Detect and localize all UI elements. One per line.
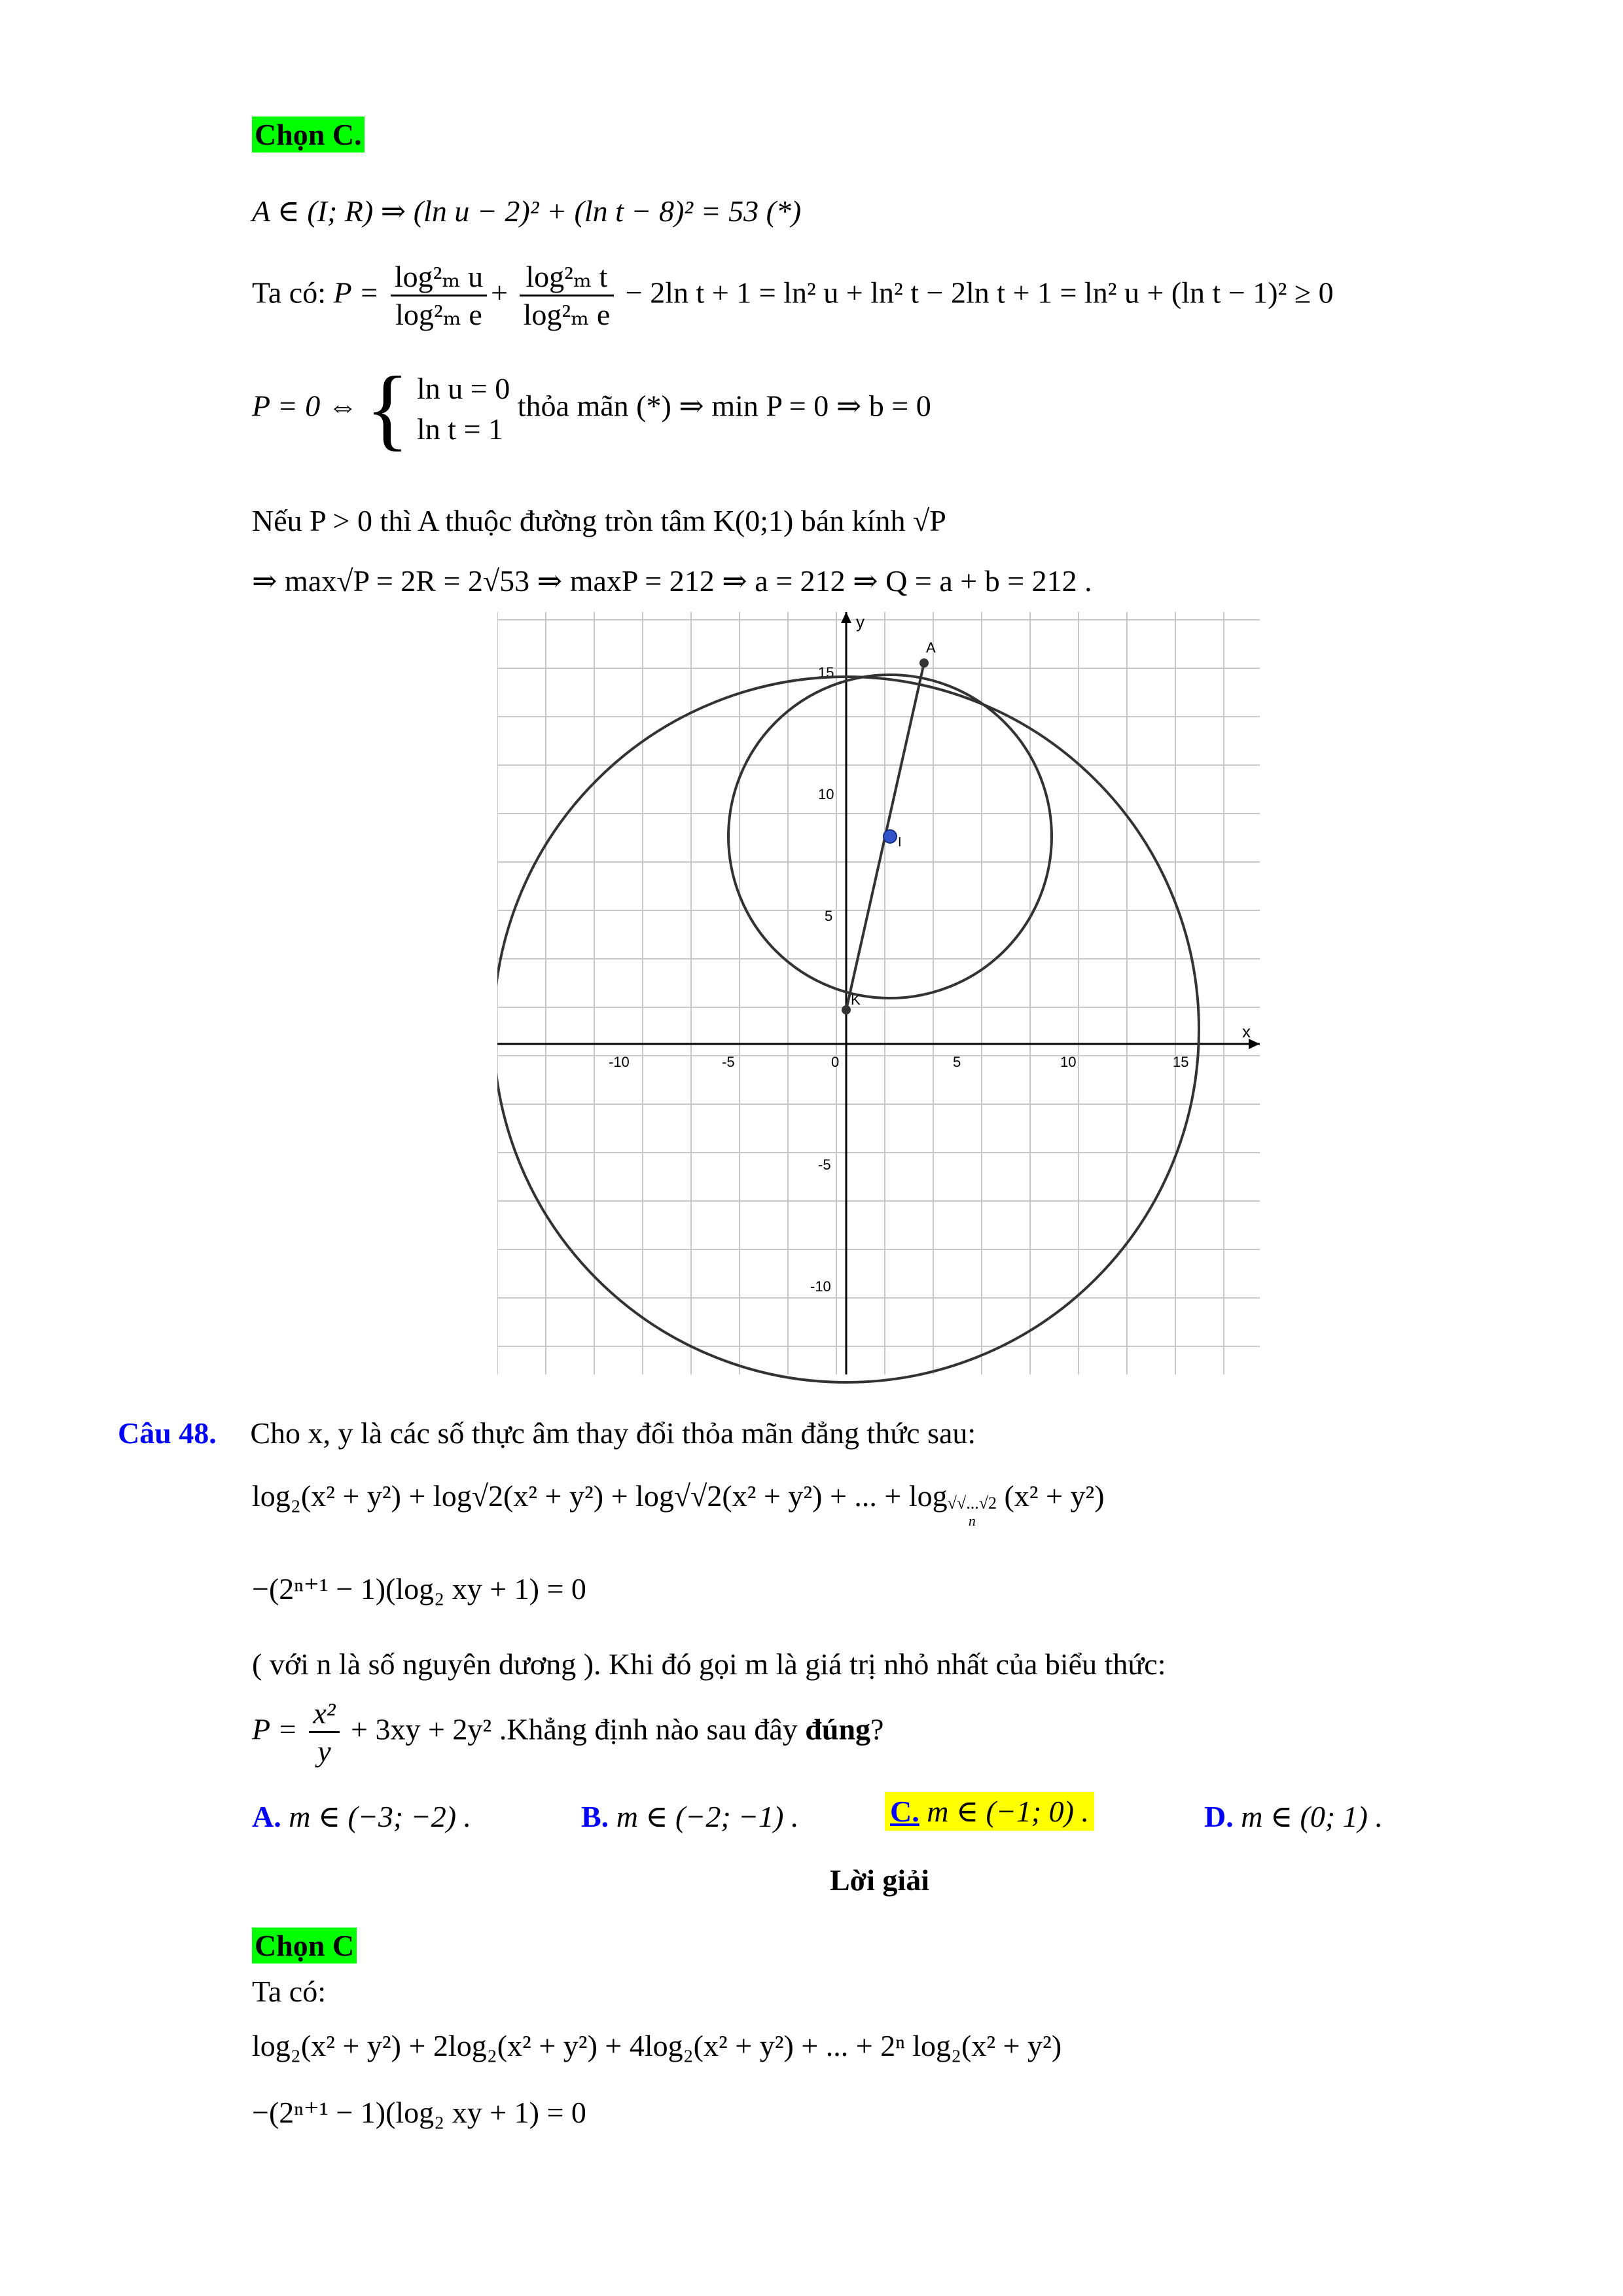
p0-lead: P = 0 ⇔ [252,389,358,423]
point-k [842,1005,851,1014]
chon-c-label-2: Chọn C [252,1928,357,1964]
option-d[interactable] [1204,1799,1383,1835]
p-fraction-numerator: x² [309,1695,339,1733]
fraction-2-numerator: log²ₘ t [520,259,615,296]
q48-expression-p [252,1695,883,1769]
option-d-text: m ∈ (0; 1) . [1241,1800,1383,1833]
option-b[interactable] [581,1799,799,1835]
emphasis-dung: đúng [805,1712,871,1746]
axes [497,612,1260,1374]
q48-equation-1 [252,1478,1105,1529]
x-tick: 5 [953,1054,961,1070]
x-tick: 15 [1173,1054,1189,1070]
x-axis-label: x [1242,1022,1251,1041]
fraction-1 [391,259,487,332]
y-tick: 5 [825,908,833,924]
text-neu: Nếu P > 0 thì A thuộc đường tròn tâm K(0;1) bán kính √P [252,504,946,537]
large-circle [497,677,1199,1382]
option-d-letter: D. [1204,1800,1234,1833]
nested-root-base [948,1494,997,1529]
p-lead: P = [252,1712,298,1746]
y-tick: -5 [818,1157,831,1173]
eq1-tail: (x² + y²) [1004,1479,1105,1513]
circle-graph [497,612,1263,1384]
solution-equation-2: −(2ⁿ⁺¹ − 1)(log₂ xy + 1) = 0 [252,2096,586,2129]
equation-max: ⇒ max√P = 2R = 2√53 ⇒ maxP = 212 ⇒ a = 212 ⇒ Q = a + b = 212 . [252,564,1092,598]
ta-co-label-2: Ta có: [252,1975,327,2008]
point-i-label: I [898,835,902,850]
option-a-letter: A. [252,1800,281,1833]
p-fraction [309,1695,339,1769]
fraction-2 [520,259,615,332]
fraction-1-denominator: log²ₘ e [395,298,482,332]
q48-condition: ( với n là số nguyên dương ). Khi đó gọi m là giá trị nhỏ nhất của biểu thức: [252,1647,1166,1681]
answer-label-2 [252,1928,357,1964]
y-axis-arrow [841,612,851,623]
x-tick: 0 [831,1054,840,1070]
p0-tail: thỏa mãn (*) ⇒ min P = 0 ⇒ b = 0 [517,389,931,423]
point-i [883,830,897,843]
q48-equation-2: −(2ⁿ⁺¹ − 1)(log₂ xy + 1) = 0 [252,1572,586,1605]
ta-co-label: Ta có: [252,276,327,310]
option-c-letter: C. [890,1795,919,1828]
nested-root-text: √√...√2 [947,1494,997,1513]
p-fraction-denominator: y [317,1734,331,1768]
answer-label [252,117,365,152]
p-tail: − 2ln t + 1 = ln² u + ln² t − 2ln t + 1 = ln² u + (ln t − 1)² ≥ 0 [625,276,1334,310]
nested-root-n: n [968,1513,976,1529]
equation-a-circle: A ∈ (I; R) ⇒ (ln u − 2)² + (ln t − 8)² = 53 (*) [252,194,802,228]
point-k-label: K [851,992,861,1008]
option-b-text: m ∈ (−2; −1) . [616,1800,799,1833]
x-tick: -10 [609,1054,630,1070]
option-b-letter: B. [581,1800,609,1833]
option-a-text: m ∈ (−3; −2) . [289,1800,472,1833]
question-mark: ? [870,1712,884,1746]
x-tick: -5 [722,1054,735,1070]
system-of-equations [417,368,510,450]
system-line-2: ln t = 1 [417,412,504,446]
point-a [919,658,929,668]
question-48 [118,1415,976,1451]
x-tick: 10 [1060,1054,1077,1070]
solution-heading: Lời giải [830,1863,929,1897]
p-lead: P = [333,276,380,310]
solution-equation-1: log₂(x² + y²) + 2log₂(x² + y²) + 4log₂(x² + y²) + ... + 2ⁿ log₂(x² + y²) [252,2029,1062,2062]
eq1-main: log₂(x² + y²) + log√2(x² + y²) + log√√2(x² + y²) + ... + log [252,1479,948,1513]
chon-c-label: Chọn C. [252,117,365,152]
left-brace: { [365,358,410,459]
fraction-2-denominator: log²ₘ e [523,298,611,332]
equation-p-zero [252,358,931,459]
grid-lines [497,612,1260,1374]
y-tick: 10 [818,786,834,802]
point-a-label: A [926,639,936,656]
p-tail: + 3xy + 2y² .Khẳng định nào sau đây [351,1712,798,1746]
question-number: Câu 48. [118,1416,217,1450]
option-a[interactable] [252,1799,471,1835]
question-intro: Cho x, y là các số thực âm thay đổi thỏa mãn đẳng thức sau: [250,1416,976,1450]
y-axis-label: y [856,612,865,632]
fraction-1-numerator: log²ₘ u [391,259,487,296]
option-c-text: m ∈ (−1; 0) . [927,1795,1090,1828]
equation-p: Ta có: P = $\frac{\text{log²ₘ u}}{\text{log²ₘ e}}$ + $\frac{\text{log²ₘ t}}{\text{log²ₘ e}}$ − 2ln t + 1 = ln² u + ln² t − 2ln t + 1 = ln² u + (ln t − 1)² ≥ 0 [252,259,1334,332]
y-tick: -10 [810,1278,831,1295]
option-c-highlight [885,1792,1094,1831]
option-c[interactable] [885,1793,1094,1829]
y-tick: 15 [818,664,834,681]
system-line-1: ln u = 0 [417,371,510,405]
